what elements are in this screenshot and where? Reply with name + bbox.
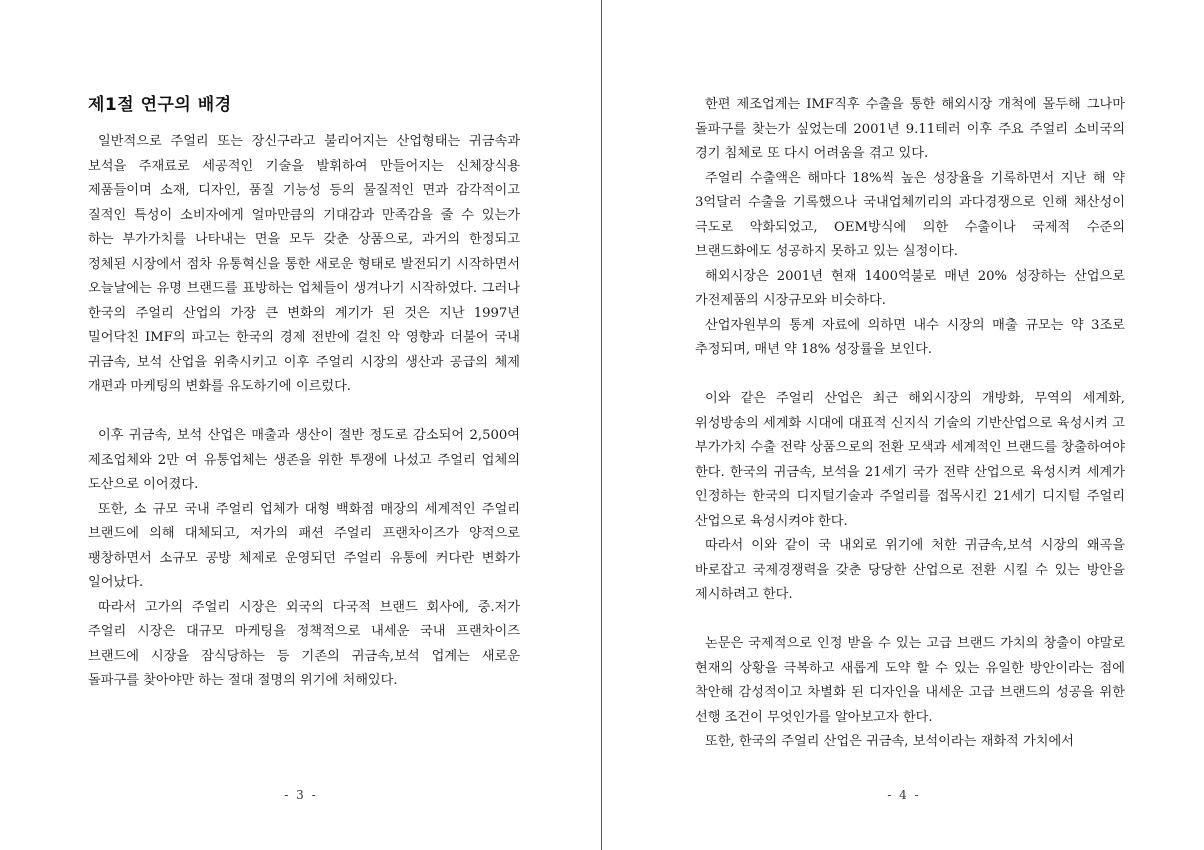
right-paragraph-8: 또한, 한국의 주얼리 산업은 귀금속, 보석이라는 재화적 가치에서 [705, 734, 1074, 749]
right-paragraph-2: 주얼리 수출액은 해마다 18%씩 높은 성장율을 기록하면서 지난 해 약 3억달러 수출을 기록했으나 국내업체끼리의 과다경쟁으로 인해 채산성이 극도로 악화되었고, OEM방식에 의한 수출이나 국제적 수준의 브랜드화에도 성공하지 못하고 있는 실정이다. [695, 170, 1125, 259]
right-page-content [695, 93, 1125, 755]
page-divider [601, 0, 602, 850]
right-paragraph-4: 산업자원부의 통계 자료에 의하면 내수 시장의 매출 규모는 약 3조로 추정되며, 매년 약 18% 성장률을 보인다. [695, 317, 1125, 357]
section-title: 제1절 연구의 배경 [88, 95, 232, 115]
left-page-content [88, 93, 520, 694]
right-paragraph-3: 해외시장은 2001년 현재 1400억불로 매년 20% 성장하는 산업으로 가전제품의 시장규모와 비슷하다. [695, 268, 1125, 308]
right-paragraph-1: 한편 제조업계는 IMF직후 수출을 통한 해외시장 개척에 몰두해 그나마 돌파구를 찾는가 싶었는데 2001년 9.11테러 이후 주요 주얼리 소비국의 경기 침체로 또 다시 어려움을 겪고 있다. [695, 97, 1125, 161]
right-paragraph-6: 따라서 이와 같이 국 내외로 위기에 처한 귀금속,보석 시장의 왜곡을 바로잡고 국제경쟁력을 갖춘 당당한 산업으로 전환 시킬 수 있는 방안을 제시하려고 한다. [695, 538, 1125, 602]
left-paragraph-3: 또한, 소 규모 국내 주얼리 업체가 대형 백화점 매장의 세계적인 주얼리 브랜드에 의해 대체되고, 저가의 패션 주얼리 프랜차이즈가 양적으로 팽창하면서 소규모 공방 체제로 운영되던 주얼리 유통에 커다란 변화가 일어났다. [88, 501, 520, 590]
left-paragraph-2: 이후 귀금속, 보석 산업은 매출과 생산이 절반 정도로 감소되어 2,500여 제조업체와 2만 여 유통업체는 생존을 위한 투쟁에 나섰고 주얼리 업체의 도산으로 이어졌다. [88, 428, 520, 492]
right-paragraph-5: 이와 같은 주얼리 산업은 최근 해외시장의 개방화, 무역의 세계화, 위성방송의 세계화 시대에 대표적 신지식 기술의 기반산업으로 육성시켜 고 부가가치 수출 전략 상품으로의 전환 모색과 세계적인 브랜드를 창출하여야 한다. 한국의 귀금속, 보석을 21세기 국가 전략 산업으로 육성시켜 세계가 인정하는 한국의 디지털기술과 주얼리를 접목시킨 21세기 디지털 주얼리 산업으로 육성시켜야 한다. [695, 391, 1125, 529]
right-paragraph-7: 논문은 국제적으로 인정 받을 수 있는 고급 브랜드 가치의 창출이 야말로 현재의 상황을 극복하고 새롭게 도약 할 수 있는 유일한 방안이라는 점에 착안해 감성적이고 차별화 된 디자인을 내세운 고급 브랜드의 성공을 위한 선행 조건이 무엇인가를 알아보고자 한다. [695, 636, 1125, 725]
page-number-left: - 3 - [284, 788, 318, 802]
page-number-right: - 4 - [887, 788, 921, 802]
left-paragraph-4: 따라서 고가의 주얼리 시장은 외국의 다국적 브랜드 회사에, 중.저가 주얼리 시장은 대규모 마케팅을 정책적으로 내세운 국내 프랜차이즈 브랜드에 시장을 잠식당하는 등 기존의 귀금속,보석 업계는 새로운 돌파구를 찾아야만 하는 절대 절명의 위기에 처해있다. [88, 599, 520, 688]
right-page [604, 0, 1204, 850]
left-paragraph-1: 일반적으로 주얼리 또는 장신구라고 불리어지는 산업형태는 귀금속과 보석을 주재료로 세공적인 기술을 발휘하여 만들어지는 신체장식용 제품들이며 소재, 디자인, 품질 기능성 등의 물질적인 면과 감각적이고 질적인 특성이 소비자에게 얼마만큼의 기대감과 만족감을 줄 수 있는가 하는 부가가치를 나타내는 면을 모두 갖춘 상품으로, 과거의 한정되고 정체된 시장에서 점차 유통혁신을 통한 새로운 형태로 발전되기 시작하면서 오늘날에는 유명 브랜드를 표방하는 업체들이 생겨나기 시작하였다. 그러나 한국의 주얼리 산업의 가장 큰 변화의 계기가 된 것은 지난 1997년 밀어닥친 IMF의 파고는 한국의 경제 전반에 걸친 악 영향과 더불어 국내 귀금속, 보석 산업을 위축시키고 이후 주얼리 시장의 생산과 공급의 체제 개편과 마케팅의 변화를 유도하기에 이르렀다. [88, 134, 520, 394]
